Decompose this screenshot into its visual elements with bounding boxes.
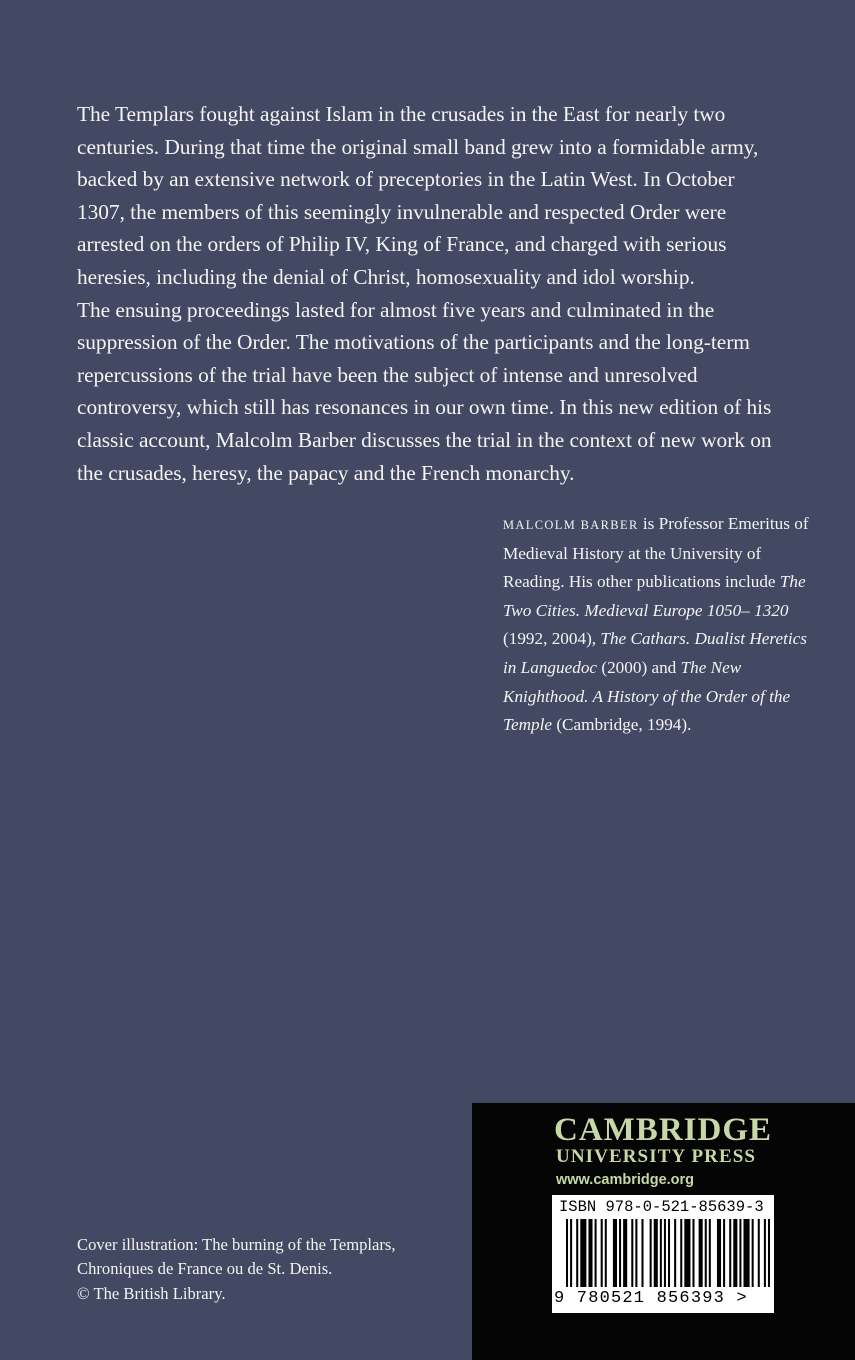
blurb-line: the crusades, heresy, the papacy and the French monarchy.: [77, 460, 575, 485]
book-title: The Cathars. Dualist Heretics in Languedoc: [503, 629, 807, 677]
blurb-line: suppression of the Order. The motivations of the participants and the long-term: [77, 330, 750, 355]
book-title: The New Knighthood. A History of the Order of the Temple: [503, 657, 791, 735]
author-bio: [503, 510, 823, 740]
author-bio-text: (Cambridge, 1994).: [552, 715, 692, 735]
barcode-bars-icon: [566, 1219, 770, 1287]
blurb-line: 1307, the members of this seemingly invulnerable and respected Order were: [77, 199, 727, 224]
blurb-line: heresies, including the denial of Christ, homosexuality and idol worship.: [77, 264, 695, 289]
blurb-line: backed by an extensive network of preceptories in the Latin West. In October: [77, 167, 735, 192]
barcode: [552, 1195, 774, 1313]
author-name: MALCOLM BARBER: [503, 518, 639, 532]
isbn-label: ISBN 978-0-521-85639-3: [559, 1198, 764, 1216]
credit-line: Cover illustration: The burning of the Templars,: [77, 1235, 396, 1254]
blurb-line: arrested on the orders of Philip IV, King of France, and charged with serious: [77, 232, 727, 257]
blurb-text: [77, 98, 807, 489]
author-bio-text: (2000) and: [597, 657, 681, 677]
barcode-digits: 9 780521 856393 >: [554, 1289, 748, 1308]
blurb-line: controversy, which still has resonances in our own time. In this new edition of his: [77, 395, 772, 420]
blurb-line: repercussions of the trial have been the subject of intense and unresolved: [77, 362, 698, 387]
publisher-url: www.cambridge.org: [556, 1172, 695, 1188]
book-title: The Two Cities. Medieval Europe 1050– 1320: [503, 572, 806, 620]
credit-line: © The British Library.: [77, 1283, 226, 1303]
blurb-line: centuries. During that time the original small band grew into a formidable army,: [77, 134, 759, 159]
publisher-panel: [472, 1103, 855, 1360]
blurb-line: classic account, Malcolm Barber discusses the trial in the context of new work on: [77, 427, 772, 452]
credit-line: Chroniques de France ou de St. Denis.: [77, 1259, 333, 1279]
blurb-line: The ensuing proceedings lasted for almost five years and culminated in the: [77, 297, 715, 322]
cover-credit: [77, 1233, 467, 1306]
publisher-logo-subtitle: UNIVERSITY PRESS: [556, 1146, 757, 1167]
author-bio-text: is Professor Emeritus of Medieval History at the University of Reading. His other publications include: [503, 514, 809, 592]
author-bio-text: (1992, 2004),: [503, 629, 601, 649]
blurb-line: The Templars fought against Islam in the crusades in the East for nearly two: [77, 102, 726, 126]
publisher-logo-name: CAMBRIDGE: [554, 1112, 773, 1148]
